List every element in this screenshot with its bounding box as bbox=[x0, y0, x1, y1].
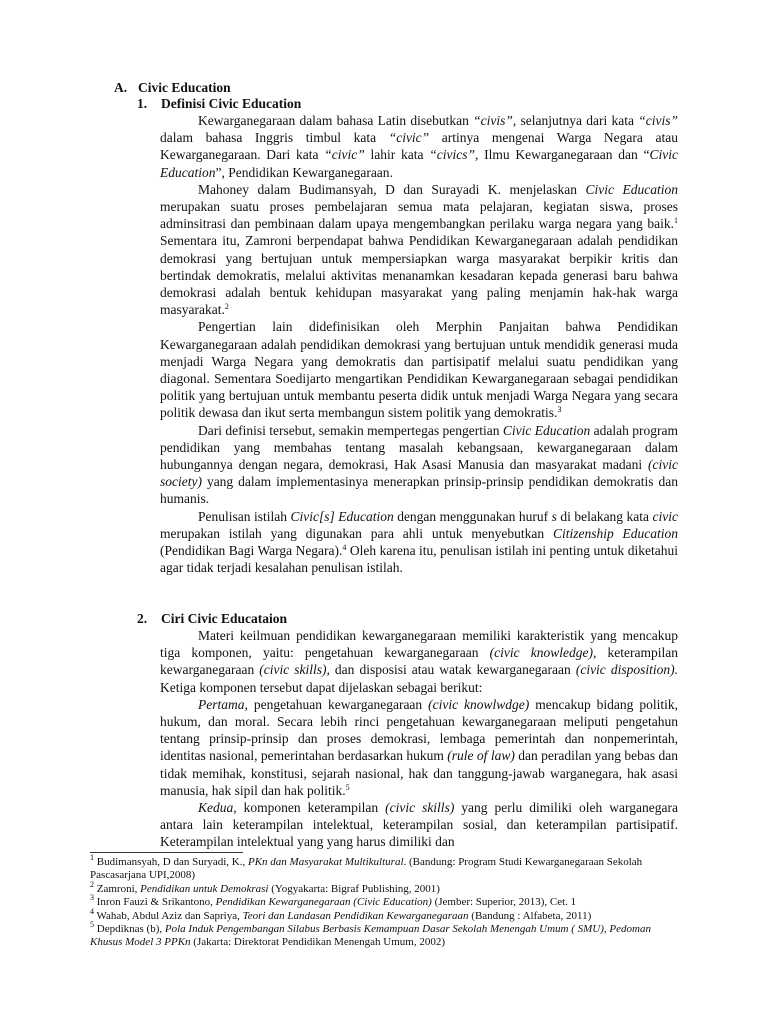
paragraph-2: Mahoney dalam Budimansyah, D dan Surayadi K. menjelaskan Civic Education merupakan suatu proses pembelajaran semua mata pelajaran, kegiatan siswa, proses adminsitrasi dan pembinaan dalam upaya mengembangkan perilaku warga negara yang baik.$^1$ Sementara itu, Zamroni berpendapat bahwa Pendidikan Kewarganegaraan adalah pendidikan demokrasi yang bertujuan untuk mempersiapkan warga masyarakat berpikir kritis dan bertindak demokratis, melalui aktivitas menanamkan kesadaran kepada generasi baru bahwa demokrasi adalah bentuk kehidupan masyarakat yang paling menjamin hak-hak warga masyarakat.$^2$ bbox=[160, 181, 679, 318]
footnote-2: $^2$ Zamroni, Pendidikan untuk Demokrasi (Yogyakarta: Bigraf Publishing, 2001) bbox=[90, 879, 440, 895]
paragraph-6: Materi keilmuan pendidikan kewarganegaraan memiliki karakteristik yang mencakup tiga komponen, yaitu: pengetahuan kewarganegaraan (civic knowledge), keterampilan kewarganegaraan (civic skills), dan disposisi atau watak kewarganegaraan (civic disposition). Ketiga komponen tersebut dapat dijelaskan sebagai berikut: bbox=[160, 628, 679, 695]
section-label: A. bbox=[114, 80, 128, 95]
footnotes bbox=[90, 853, 680, 950]
subsection-number: 1. bbox=[137, 96, 148, 111]
footnote-1: $^1$ Budimansyah, D dan Suryadi, K., PKn dan Masyarakat Multikultural. (Bandung: Program Studi Kewarganegaraan Sekolah Pascasarjana UPI,2008) bbox=[90, 853, 643, 882]
section-1-body bbox=[160, 112, 678, 576]
section-title: Civic Education bbox=[138, 80, 231, 95]
subsection-number: 2. bbox=[137, 611, 148, 626]
paragraph-3: Pengertian lain didefinisikan oleh Merphin Panjaitan bahwa Pendidikan Kewarganegaraan adalah pendidikan demokrasi yang bertujuan untuk mendidik generasi muda menjadi Warga Negara yang demokratis dan partisipatif melalui suatu pendidikan yang diagonal. Sementara Soedijarto mengartikan Pendidikan Kewarganegaraan sebagai pendidikan politik yang bertujuan untuk membantu peserta didik untuk menjadi Warga Negara yang secara politik dewasa dan ikut serta membangun sistem politik yang demokratis.$^3$ bbox=[160, 319, 678, 421]
footnote-4: $^4$ Wahab, Abdul Aziz dan Sapriya, Teori dan Landasan Pendidikan Kewarganegaraan (Bandung : Alfabeta, 2011) bbox=[90, 906, 592, 922]
paragraph-5: Penulisan istilah Civic[s] Education dengan menggunakan huruf s di belakang kata civic merupakan istilah yang digunakan para ahli untuk menyebutkan Citizenship Education (Pendidikan Bagi Warga Negara).$^4$ Oleh karena itu, penulisan istilah ini penting untuk diketahui agar tidak terjadi kesalahan penulisan istilah. bbox=[160, 508, 678, 576]
subsection-heading-2 bbox=[137, 611, 287, 627]
footnote-ref-1: 1 bbox=[674, 216, 678, 226]
paragraph-1: Kewarganegaraan dalam bahasa Latin disebutkan “civis”, selanjutnya dari kata “civis” dalam bahasa Inggris timbul kata “civic” artinya mengenai Warga Negara atau Kewarganegaraan. Dari kata “civic” lahir kata “civics”, Ilmu Kewarganegaraan dan “Civic Education”, Pendidikan Kewarganegaraan. bbox=[160, 113, 678, 180]
footnote-ref-3: 3 bbox=[557, 405, 562, 415]
section-heading bbox=[114, 80, 231, 96]
footnote-ref-2: 2 bbox=[224, 302, 229, 312]
footnote-3: $^3$ Inron Fauzi & Srikantono, Pendidikan Kewarganegaraan (Civic Education) (Jember: Superior, 2013), Cet. 1 bbox=[90, 893, 577, 909]
section-2-body bbox=[160, 627, 678, 851]
footnote-ref-4: 4 bbox=[342, 543, 347, 553]
footnote-5: $^5$ Depdiknas (b), Pola Induk Pengembangan Silabus Berbasis Kemampuan Dasar Sekolah Menengah Umum ( SMU), Pedoman Khusus Model 3 PPKn (Jakarta: Direktorat Pendidikan Menengah Umum, 2002) bbox=[90, 920, 651, 949]
footnote-ref-5: 5 bbox=[345, 782, 350, 792]
subsection-title: Ciri Civic Educataion bbox=[161, 611, 288, 626]
paragraph-4: Dari definisi tersebut, semakin mempertegas pengertian Civic Education adalah program pendidikan yang membahas tentang masalah kebangsaan, kewarganegaraan dalam hubungannya dengan negara, demokrasi, Hak Asasi Manusia dan masyarakat madani (civic society) yang dalam implementasinya menerapkan prinsip-prinsip pendidikan demokratis dan humanis. bbox=[160, 422, 678, 507]
subsection-heading-1 bbox=[137, 96, 301, 112]
paragraph-7: Pertama, pengetahuan kewarganegaraan (civic knowlwdge) mencakup bidang politik, hukum, dan moral. Secara lebih rinci pengetahuan kewarganegaraan meliputi pengetahun tentang prinsip-prinsip dan proses demokrasi, lembaga pemerintah dan nonpemerintah, identitas nasional, pemerintahan berdasarkan hukum (rule of law) dan peradilan yang bebas dan tidak memihak, konstitusi, sejarah nasional, hak dan tanggung-jawab warganegara, hak asasi manusia, hak sipil dan hak politik.$^5$ bbox=[160, 696, 679, 798]
footnote-divider bbox=[90, 852, 243, 853]
paragraph-8: Kedua, komponen keterampilan (civic skills) yang perlu dimiliki oleh warganegara antara lain keterampilan intelektual, keterampilan sosial, dan keterampilan partisipatif. Keterampilan intelektual yang yang harus dimiliki dan bbox=[160, 800, 678, 850]
subsection-title: Definisi Civic Education bbox=[161, 96, 302, 111]
